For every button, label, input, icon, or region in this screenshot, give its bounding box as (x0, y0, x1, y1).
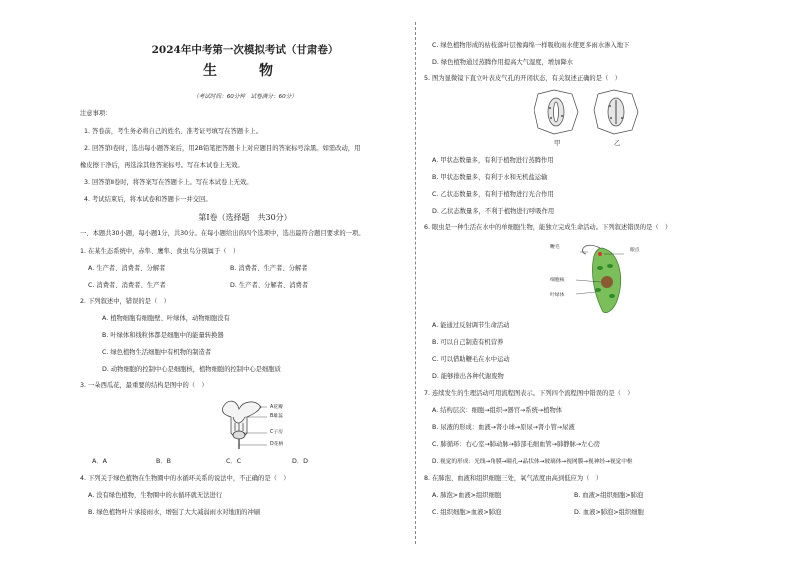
subject-title: 生 物 (203, 63, 287, 79)
q8-option-a: A. 肺泡>血液>组织细胞 (432, 492, 502, 499)
question-7-stem: 7. 连续发生的生理活动可用流程图表示。下列四个流程图中错误的是（ ） (424, 390, 634, 397)
q1-option-b: B. 消费者、生产者、分解者 (230, 265, 308, 272)
q3-option-c: C．C (226, 458, 242, 465)
q1-option-c: C. 消费者、消费者、生产者 (88, 282, 166, 289)
q5-option-c: C. 乙状态数量多，有利于植物进行光合作用 (432, 191, 554, 198)
flower-label-a: A花瓣 (270, 405, 283, 410)
note-item: 1. 答卷前，考生务必将自己的姓名、准考证号填写在答题卡上。 (84, 128, 263, 135)
q8-option-d: D. 血液>肺泡>组织细胞 (574, 509, 644, 516)
column-divider (415, 22, 416, 544)
euglena-label-eyespot: 眼点 (630, 248, 640, 253)
euglena-diagram (574, 238, 634, 318)
q1-option-d: D. 生产者、分解者、消费者 (230, 282, 309, 289)
q4-option-c: C. 绿色植物形成的枯枝落叶层像海绵一样吸收雨水使更多雨水渗入地下 (432, 42, 630, 49)
q1-option-a: A. 生产者、消费者、分解者 (88, 265, 166, 272)
q3-option-a: A．A (92, 458, 107, 465)
question-1-stem: 1. 在某生态系统中，赤隼、鹰隼、食虫鸟分别属于（ ） (80, 248, 240, 255)
note-item: 2. 回答第Ⅰ卷时，选出每小题答案后，用2B铅笔把答题卡上对应题目的答案标号涂黑。如需改动，用 (84, 145, 361, 152)
q2-option-a: A. 植物细胞有细胞壁、叶绿体，动物细胞没有 (102, 315, 230, 322)
q7-option-a: A. 结构层次：细胞→组织→器官→系统→植物体 (432, 407, 563, 414)
flower-label-c: C子房 (270, 430, 283, 435)
q5-option-a: A. 甲状态数量多，有利于植物进行蒸腾作用 (432, 157, 554, 164)
question-6-stem: 6. 眼虫是一种生活在水中的单细胞生物，能独立完成生命活动。下列叙述错误的是（ ） (424, 224, 672, 231)
note-item: 3. 回答第Ⅱ卷时，将答案写在答题卡上。写在本试卷上无效。 (84, 179, 253, 186)
q4-option-d: D. 绿色植物通过蒸腾作用提高大气湿度，增加降水 (432, 59, 574, 66)
q6-option-a: A. 能通过反射调节生命活动 (432, 322, 510, 329)
question-3-stem: 3. 一朵西瓜花，最重要的结构是图中的（ ） (80, 382, 208, 389)
page-title: 2024年中考第一次模拟考试（甘肃卷） (151, 44, 339, 56)
left-column (80, 0, 410, 562)
section-title: 第Ⅰ卷（选择题 共30分） (198, 213, 292, 222)
q5-option-b: B. 甲状态数量多，有利于水和无机盐运输 (432, 174, 548, 181)
euglena-label-nucleus: 细胞核 (550, 278, 565, 283)
q8-option-b: B. 血液>组织细胞>肺泡 (574, 492, 644, 499)
flower-label-b: B雄蕊 (270, 414, 283, 419)
stomata-label-jia: 甲 (554, 140, 561, 147)
q7-option-b: B. 尿液的形成：血液→肾小球→原尿→肾小管→尿液 (432, 424, 575, 431)
q4-option-b: B. 绿色植物叶片承接雨水，增强了大大减弱雨水对地面的冲刷 (88, 509, 261, 516)
note-item: 4. 考试结束后，将本试卷和答题卡一并交回。 (84, 196, 212, 203)
exam-info: （考试时间：60分钟 试卷满分：60分） (193, 94, 297, 100)
note-item: 橡皮擦干净后，再选涂其他答案标号。写在本试卷上无效。 (80, 162, 244, 169)
q3-option-b: B．B (156, 458, 171, 465)
q7-option-c: C. 肺循环：右心室→肺动脉→肺部毛细血管→肺静脉→左心房 (432, 441, 601, 448)
flower-label-d: D花柄 (270, 442, 284, 447)
euglena-label-chloroplast: 叶绿体 (550, 293, 565, 298)
question-8-stem: 8. 在肺泡、血液和组织细胞三处，氧气浓度由高到低应为（ ） (424, 475, 603, 482)
q6-option-d: D. 能够排出各种代谢废物 (432, 373, 504, 380)
question-5-stem: 5. 图为显微镜下直立叶表皮气孔的开闭状态，有关叙述正确的是（ ） (424, 75, 621, 82)
q6-option-b: B. 可以自己制造有机营养 (432, 339, 504, 346)
euglena-label-flagellum: 鞭毛 (550, 245, 560, 250)
q6-option-c: C. 可以借助鞭毛在水中运动 (432, 356, 510, 363)
stomata-label-yi: 乙 (614, 140, 621, 147)
stomata-diagram (534, 88, 644, 142)
notes-heading: 注意事项： (80, 110, 112, 117)
question-4-stem: 4. 下列关于绿色植物在生物圈中的水循环关系的说法中，不正确的是（ ） (80, 475, 290, 482)
question-2-stem: 2. 下列叙述中，错误的是（ ） (80, 298, 170, 305)
q3-option-d: D．D (292, 458, 308, 465)
right-column (424, 0, 724, 562)
q8-option-c: C. 组织细胞>血液>肺泡 (432, 509, 502, 516)
q7-option-d: D. 视觉的形成：光线→角膜→瞳孔→晶状体→玻璃体→视网膜→视神经→视觉中枢 (432, 459, 633, 465)
q2-option-d: D. 动物细胞的控制中心是细胞核，植物细胞的控制中心是细胞质 (102, 366, 281, 373)
section-intro: 一、本题共30小题，每小题1分，共30分。在每小题给出的四个选项中，选出最符合题目要求的一项。 (80, 230, 365, 237)
q2-option-b: B. 叶绿体和线粒体都是细胞中的能量转换器 (102, 332, 224, 339)
q5-option-d: D. 乙状态数量多，不利于植物进行呼吸作用 (432, 208, 555, 215)
q2-option-c: C. 绿色植物生活细胞中有机物的制造者 (102, 349, 212, 356)
q4-option-a: A. 没有绿色植物，生物圈中的水循环就无法进行 (88, 492, 223, 499)
